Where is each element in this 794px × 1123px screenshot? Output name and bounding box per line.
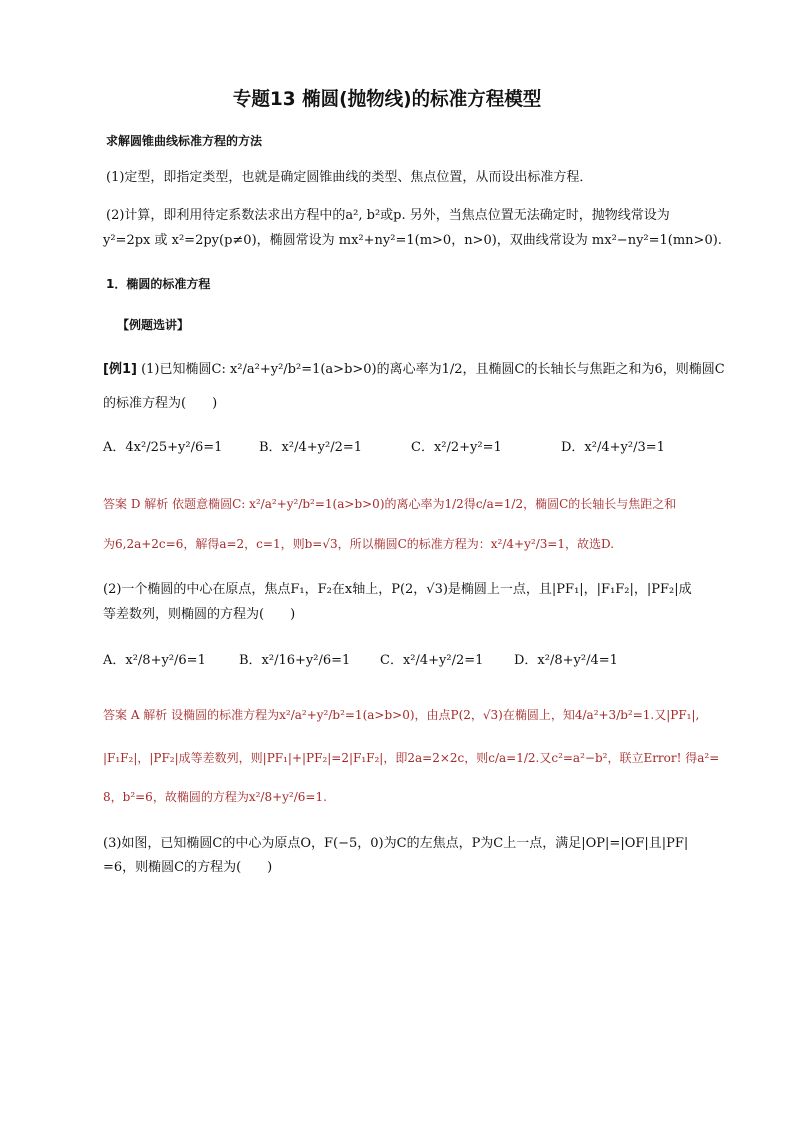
example1-option-a: A．4x²/25+y²/6=1: [103, 440, 223, 455]
section-heading-ellipse: 1．椭圆的标准方程: [106, 277, 211, 291]
example2-answer-line3: 8，b²=6，故椭圆的方程为x²/8+y²/6=1.: [103, 790, 327, 804]
example3-question-line2: =6，则椭圆C的方程为( ): [103, 860, 273, 875]
method-step-2-line2: y²=2px 或 x²=2py(p≠0)，椭圆常设为 mx²+ny²=1(m>0，n>0)，双曲线常设为 mx²−ny²=1(mn>0).: [103, 233, 722, 248]
example1-answer-line1: 答案 D 解析 依题意椭圆C: x²/a²+y²/b²=1(a>b>0)的离心率为1/2得c/a=1/2，椭圆C的长轴长与焦距之和: [103, 497, 677, 511]
example2-answer-line1: 答案 A 解析 设椭圆的标准方程为x²/a²+y²/b²=1(a>b>0)，由点P(2，√3)在椭圆上，知4/a²+3/b²=1.又|PF₁|,: [103, 708, 700, 722]
method-step-1: (1)定型，即指定类型，也就是确定圆锥曲线的类型、焦点位置，从而设出标准方程．: [106, 170, 593, 185]
method-step-2-line1: (2)计算，即利用待定系数法求出方程中的a², b²或p. 另外，当焦点位置无法确定时，抛物线常设为: [106, 208, 670, 223]
example2-question-line1: (2)一个椭圆的中心在原点，焦点F₁，F₂在x轴上，P(2，√3)是椭圆上一点，且|PF₁|，|F₁F₂|，|PF₂|成: [103, 582, 692, 597]
example2-question-line2: 等差数列，则椭圆的方程为( ): [103, 607, 296, 622]
example1-question-line2: 的标准方程为( ): [103, 396, 218, 411]
example2-option-a: A．x²/8+y²/6=1: [103, 653, 206, 668]
method-heading: 求解圆锥曲线标准方程的方法: [106, 134, 263, 148]
example1-option-b: B．x²/4+y²/2=1: [259, 440, 363, 455]
page-title: 专题13 椭圆(抛物线)的标准方程模型: [232, 88, 542, 110]
example1-option-c: C．x²/2+y²=1: [411, 440, 502, 455]
examples-heading: 【例题选讲】: [117, 318, 190, 332]
example1-text: (1)已知椭圆C: x²/a²+y²/b²=1(a>b>0)的离心率为1/2，且椭圆C的长轴长与焦距之和为6，则椭圆C: [141, 362, 725, 377]
example3-question-line1: (3)如图，已知椭圆C的中心为原点O，F(−5，0)为C的左焦点，P为C上一点，满足|OP|=|OF|且|PF|: [103, 836, 689, 851]
example2-answer-line2: |F₁F₂|，|PF₂|成等差数列，则|PF₁|+|PF₂|=2|F₁F₂|，即2a=2×2c，则c/a=1/2.又c²=a²−b²，联立Error! 得a²=: [103, 751, 720, 765]
example2-option-b: B．x²/16+y²/6=1: [239, 653, 351, 668]
example1-question-line1: [103, 362, 725, 378]
example1-label: [例1]: [103, 362, 137, 377]
example1-option-d: D．x²/4+y²/3=1: [561, 440, 665, 455]
example2-option-d: D．x²/8+y²/4=1: [514, 653, 618, 668]
example1-answer-line2: 为6,2a+2c=6，解得a=2，c=1，则b=√3，所以椭圆C的标准方程为：x²/4+y²/3=1，故选D.: [103, 537, 615, 551]
example2-option-c: C．x²/4+y²/2=1: [380, 653, 484, 668]
